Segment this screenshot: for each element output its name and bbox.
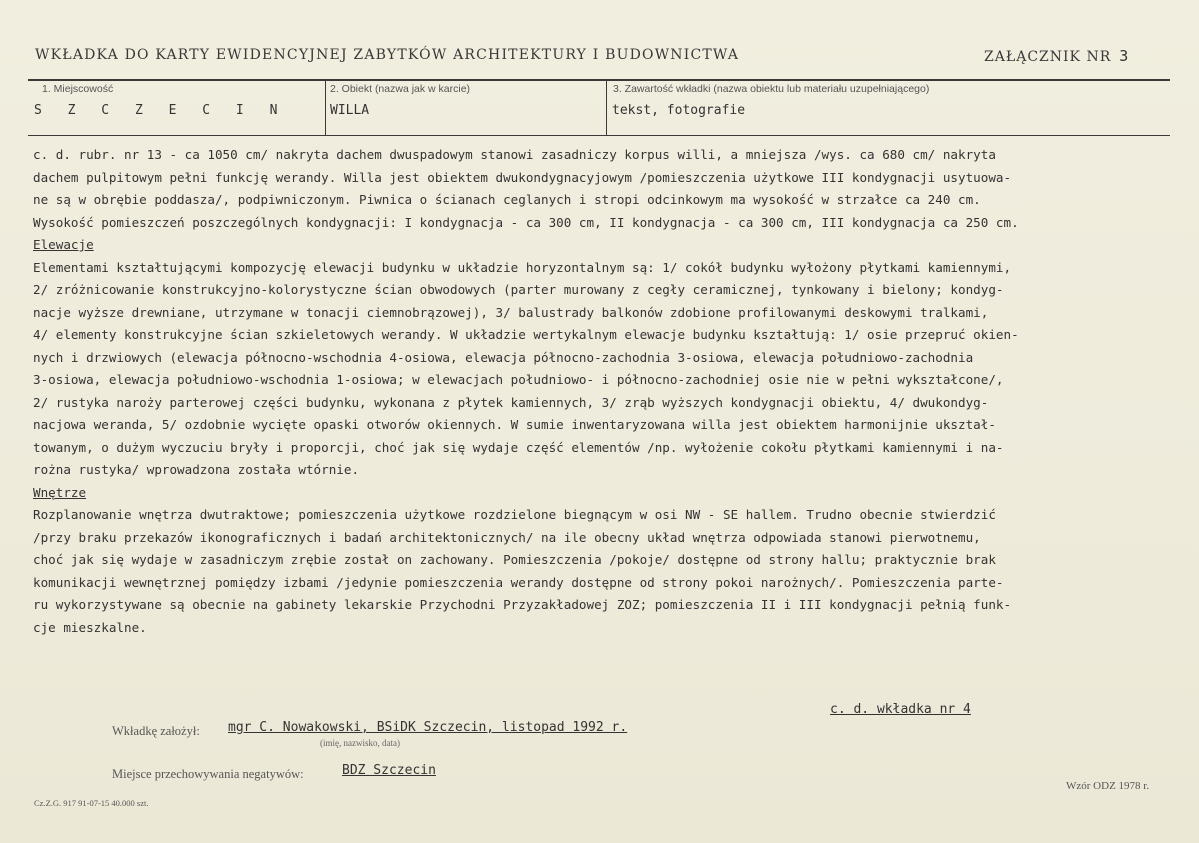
text-line: nych i drzwiowych (elewacja północno-wschodnia 4-osiowa, elewacja północno-zachodnia 3-osiowa, elewacja południowo-zachodnia [33, 349, 974, 365]
text-line: nacje wyższe drewniane, utrzymane w tonacji ciemnobrązowej), 3/ balustrady balkonów zdobione profilowanymi deskowymi tralkami, [33, 304, 989, 320]
section-heading-interior: Wnętrze [33, 484, 87, 500]
contents-label: 3. Zawartość wkładki (nazwa obiektu lub materiału uzupełniającego) [613, 83, 930, 95]
founder-hint: (imię, nazwisko, data) [320, 738, 400, 748]
negatives-value: BDZ Szczecin [342, 763, 436, 778]
text-line: Wysokość pomieszczeń poszczególnych kondygnacji: I kondygnacja - ca 300 cm, II kondygnacja - ca 300 cm, III kondygnacja ca 250 cm. [33, 214, 1019, 230]
text-line: nacjowa weranda, 5/ ozdobnie wycięte opaski otworów okiennych. W sumie inwentaryzowana willa jest obiektem harmonijnie ukształ- [33, 417, 996, 432]
text-line: 2/ zróżnicowanie konstrukcyjno-kolorystyczne ścian obwodowych (parter murowany z cegły ceramicznej, tynkowany i bielony; kondyg- [33, 282, 1004, 297]
annex-number: 3 [1119, 47, 1130, 65]
text-line: 2/ rustyka naroży parterowej części budynku, wykonana z płytek kamiennych, 3/ zrąb wyższych kondygnacji obiektu, 4/ dwukondyg- [33, 394, 989, 410]
annex-label [984, 47, 1129, 65]
annex-label-text: ZAŁĄCZNIK NR [984, 49, 1112, 65]
object-label: 2. Obiekt (nazwa jak w karcie) [330, 83, 471, 95]
table-divider-1 [325, 80, 326, 136]
table-divider-2 [606, 80, 607, 136]
text-line: dachem pulpitowym pełni funkcję werandy. Willa jest obiektem dwukondygnacyjowym /pomieszczenia użytkowe III kondygnacji usytuowa- [33, 169, 1012, 185]
continuation-note: c. d. wkładka nr 4 [830, 702, 971, 717]
text-line: ne są w obrębie poddasza/, podpiwniczonym. Piwnica o ścianach ceglanych i stropi odcinkowym ma wysokość w strzałce ca 240 cm. [33, 192, 981, 207]
object-value: WILLA [330, 103, 370, 118]
founder-label: Wkładkę założył: [112, 724, 200, 738]
text-line: komunikacji wewnętrznej pomiędzy izbami /jedynie pomieszczenia werandy dostępne od strony pokoi narożnych/. Pomieszczenia parte- [33, 574, 1004, 590]
locality-label: 1. Miejscowość [42, 83, 114, 95]
text-line: rożna rustyka/ wprowadzona została wtórnie. [33, 462, 360, 477]
print-code: Cz.Z.G. 917 91-07-15 40.000 szt. [34, 798, 149, 808]
negatives-label: Miejsce przechowywania negatywów: [112, 767, 304, 781]
pattern-note: Wzór ODZ 1978 r. [1066, 780, 1150, 792]
text-line: /przy braku przekazów ikonograficznych i badań architektonicznych/ na ile obecny układ wnętrza odpowiada stanowi pierwotnemu, [33, 529, 981, 545]
text-line: Rozplanowanie wnętrza dwutraktowe; pomieszczenia użytkowe rozdzielone biegnącym w osi NW - SE hallem. Trudno obecnie stwierdzić [33, 507, 996, 522]
text-line: towanym, o dużym wyczuciu bryły i proporcji, choć jak się wydaje część elementów /np. wyłożenie cokołu płytkami kamiennymi i na- [33, 439, 1004, 455]
text-line: ru wykorzystywane są obecnie na gabinety lekarskie Przychodni Przyzakładowej ZOZ; pomieszczenia II i III kondygnacji pełnią funk- [33, 597, 1012, 612]
text-line: 4/ elementy konstrukcyjne ścian szkieletowych werandy. W układzie wertykalnym elewacje budynku kształtują: 1/ osie przepruć okien- [33, 327, 1019, 342]
locality-value: S Z C Z E C I N [34, 103, 287, 118]
section-heading-elevations: Elewacje [33, 237, 94, 252]
founder-value: mgr C. Nowakowski, BSiDK Szczecin, listopad 1992 r. [228, 720, 628, 735]
text-line: cje mieszkalne. [33, 619, 147, 635]
heading-line [33, 234, 1199, 257]
text-line: 3-osiowa, elewacja południowo-wschodnia 1-osiowa; w elewacjach południowo- i północno-zachodniej osie nie w pełni wykształcone/, [33, 372, 1004, 387]
heading-line [33, 482, 1199, 505]
contents-value: tekst, fotografie [612, 103, 746, 118]
text-line: choć jak się wydaje w zasadniczym zrębie został on zachowany. Pomieszczenia /pokoje/ dostępne od strony hallu; praktycznie brak [33, 552, 996, 567]
text-line: c. d. rubr. nr 13 - ca 1050 cm/ nakryta dachem dwuspadowym stanowi zasadniczy korpus willi, a mniejsza /wys. ca 680 cm/ nakryta [33, 147, 996, 162]
form-title: WKŁADKA DO KARTY EWIDENCYJNEJ ZABYTKÓW ARCHITEKTURY I BUDOWNICTWA [35, 47, 740, 63]
table-top-border [28, 79, 1170, 81]
text-line: Elementami kształtującymi kompozycję elewacji budynku w układzie horyzontalnym są: 1/ cokół budynku wyłożony płytkami kamiennymi, [33, 259, 1012, 275]
table-bottom-border [28, 135, 1170, 136]
description-text [33, 144, 1199, 639]
